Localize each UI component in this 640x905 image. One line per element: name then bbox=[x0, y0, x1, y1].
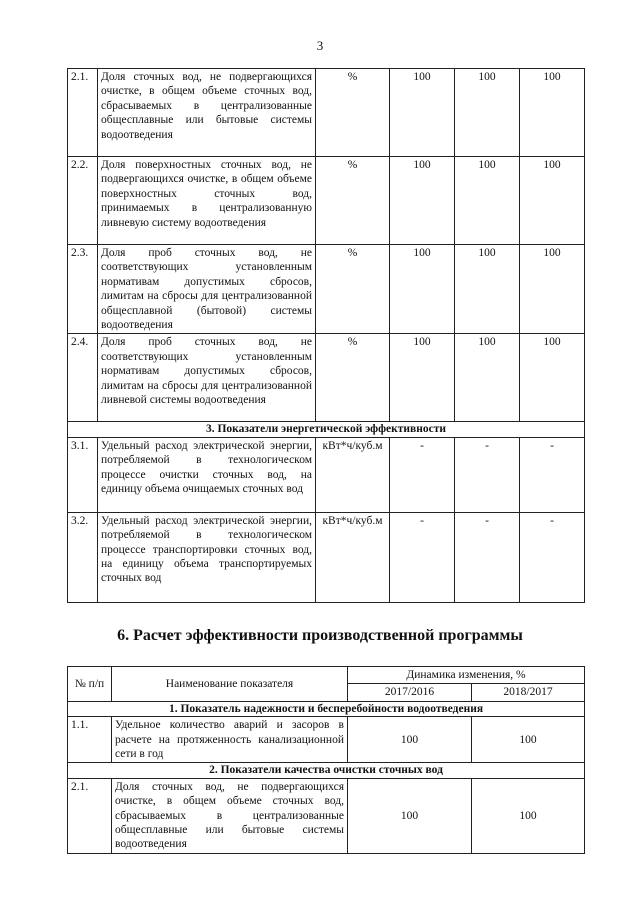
unit-cell: % bbox=[316, 157, 390, 245]
value-cell: - bbox=[455, 512, 520, 602]
value-cell: - bbox=[520, 437, 585, 512]
indicator-name: Доля проб сточных вод, не соответствующих установленным нормативам допустимых сбросов, лимитам на сбросы для централизованной общесплавной (бытовой) системы водоотведения bbox=[98, 245, 316, 334]
table-row bbox=[68, 334, 585, 422]
indicators-table bbox=[67, 68, 585, 603]
page-number: 3 bbox=[316, 38, 324, 53]
value-cell: 100 bbox=[520, 69, 585, 157]
indicator-name: Доля проб сточных вод, не соответствующих установленным нормативам допустимых сбросов, лимитам на сбросы для централизованной ливневой системы водоотведения bbox=[98, 334, 316, 422]
indicator-name: Доля поверхностных сточных вод, не подвергающихся очистке, в общем объеме поверхностных сточных вод, принимаемых в централизованную ливневую систему водоотведения bbox=[98, 157, 316, 245]
unit-cell: % bbox=[316, 69, 390, 157]
value-cell: 100 bbox=[520, 334, 585, 422]
value-cell: - bbox=[390, 512, 455, 602]
unit-cell: % bbox=[316, 334, 390, 422]
value-cell: - bbox=[455, 437, 520, 512]
unit-cell: кВт*ч/куб.м bbox=[316, 512, 390, 602]
row-number: 3.2. bbox=[68, 512, 98, 602]
row-number: 2.3. bbox=[68, 245, 98, 334]
indicator-name: Доля сточных вод, не подвергающихся очистке, в общем объеме сточных вод, сбрасываемых в централизованные общесплавные или бытовые системы водоотведения bbox=[112, 778, 348, 853]
section-row bbox=[68, 422, 585, 437]
value-cell: 100 bbox=[455, 157, 520, 245]
table-row bbox=[68, 717, 585, 763]
value-cell: 100 bbox=[348, 778, 472, 853]
table-row bbox=[68, 778, 585, 853]
value-cell: 100 bbox=[455, 245, 520, 334]
header-row bbox=[68, 667, 585, 684]
row-number: 2.2. bbox=[68, 157, 98, 245]
value-cell: 100 bbox=[390, 245, 455, 334]
table-row bbox=[68, 69, 585, 157]
value-cell: 100 bbox=[390, 69, 455, 157]
indicator-name: Удельный расход электрической энергии, потребляемой в технологическом процессе транспортировки сточных вод, на единицу объема транспортируемых сточных вод bbox=[98, 512, 316, 602]
header-name: Наименование показателя bbox=[112, 667, 348, 702]
efficiency-table bbox=[67, 666, 585, 854]
row-number: 2.4. bbox=[68, 334, 98, 422]
section-title: 2. Показатели качества очистки сточных вод bbox=[68, 763, 585, 778]
row-number: 2.1. bbox=[68, 69, 98, 157]
value-cell: 100 bbox=[520, 245, 585, 334]
row-number: 1.1. bbox=[68, 717, 112, 763]
table-row bbox=[68, 512, 585, 602]
table-row bbox=[68, 157, 585, 245]
row-number: 3.1. bbox=[68, 437, 98, 512]
value-cell: 100 bbox=[472, 717, 585, 763]
section-row bbox=[68, 763, 585, 778]
header-dynamics: Динамика изменения, % bbox=[348, 667, 585, 684]
unit-cell: % bbox=[316, 245, 390, 334]
header-col-2017-2016: 2017/2016 bbox=[348, 684, 472, 701]
header-col-2018-2017: 2018/2017 bbox=[472, 684, 585, 701]
value-cell: - bbox=[390, 437, 455, 512]
value-cell: 100 bbox=[390, 157, 455, 245]
section-heading: 6. Расчет эффективности производственной программы bbox=[117, 627, 523, 644]
value-cell: 100 bbox=[348, 717, 472, 763]
unit-cell: кВт*ч/куб.м bbox=[316, 437, 390, 512]
value-cell: 100 bbox=[390, 334, 455, 422]
table-row bbox=[68, 437, 585, 512]
value-cell: - bbox=[520, 512, 585, 602]
value-cell: 100 bbox=[472, 778, 585, 853]
section-row bbox=[68, 701, 585, 716]
value-cell: 100 bbox=[520, 157, 585, 245]
value-cell: 100 bbox=[455, 69, 520, 157]
section-title: 3. Показатели энергетической эффективности bbox=[68, 422, 585, 437]
table-row bbox=[68, 245, 585, 334]
indicator-name: Удельное количество аварий и засоров в расчете на протяженность канализационной сети в год bbox=[112, 717, 348, 763]
value-cell: 100 bbox=[455, 334, 520, 422]
row-number: 2.1. bbox=[68, 778, 112, 853]
header-num: № п/п bbox=[68, 667, 112, 702]
section-title: 1. Показатель надежности и бесперебойности водоотведения bbox=[68, 701, 585, 716]
indicator-name: Удельный расход электрической энергии, потребляемой в технологическом процессе очистки сточных вод, на единицу объема очищаемых сточных вод bbox=[98, 437, 316, 512]
indicator-name: Доля сточных вод, не подвергающихся очистке, в общем объеме сточных вод, сбрасываемых в централизованные общесплавные или бытовые системы водоотведения bbox=[98, 69, 316, 157]
